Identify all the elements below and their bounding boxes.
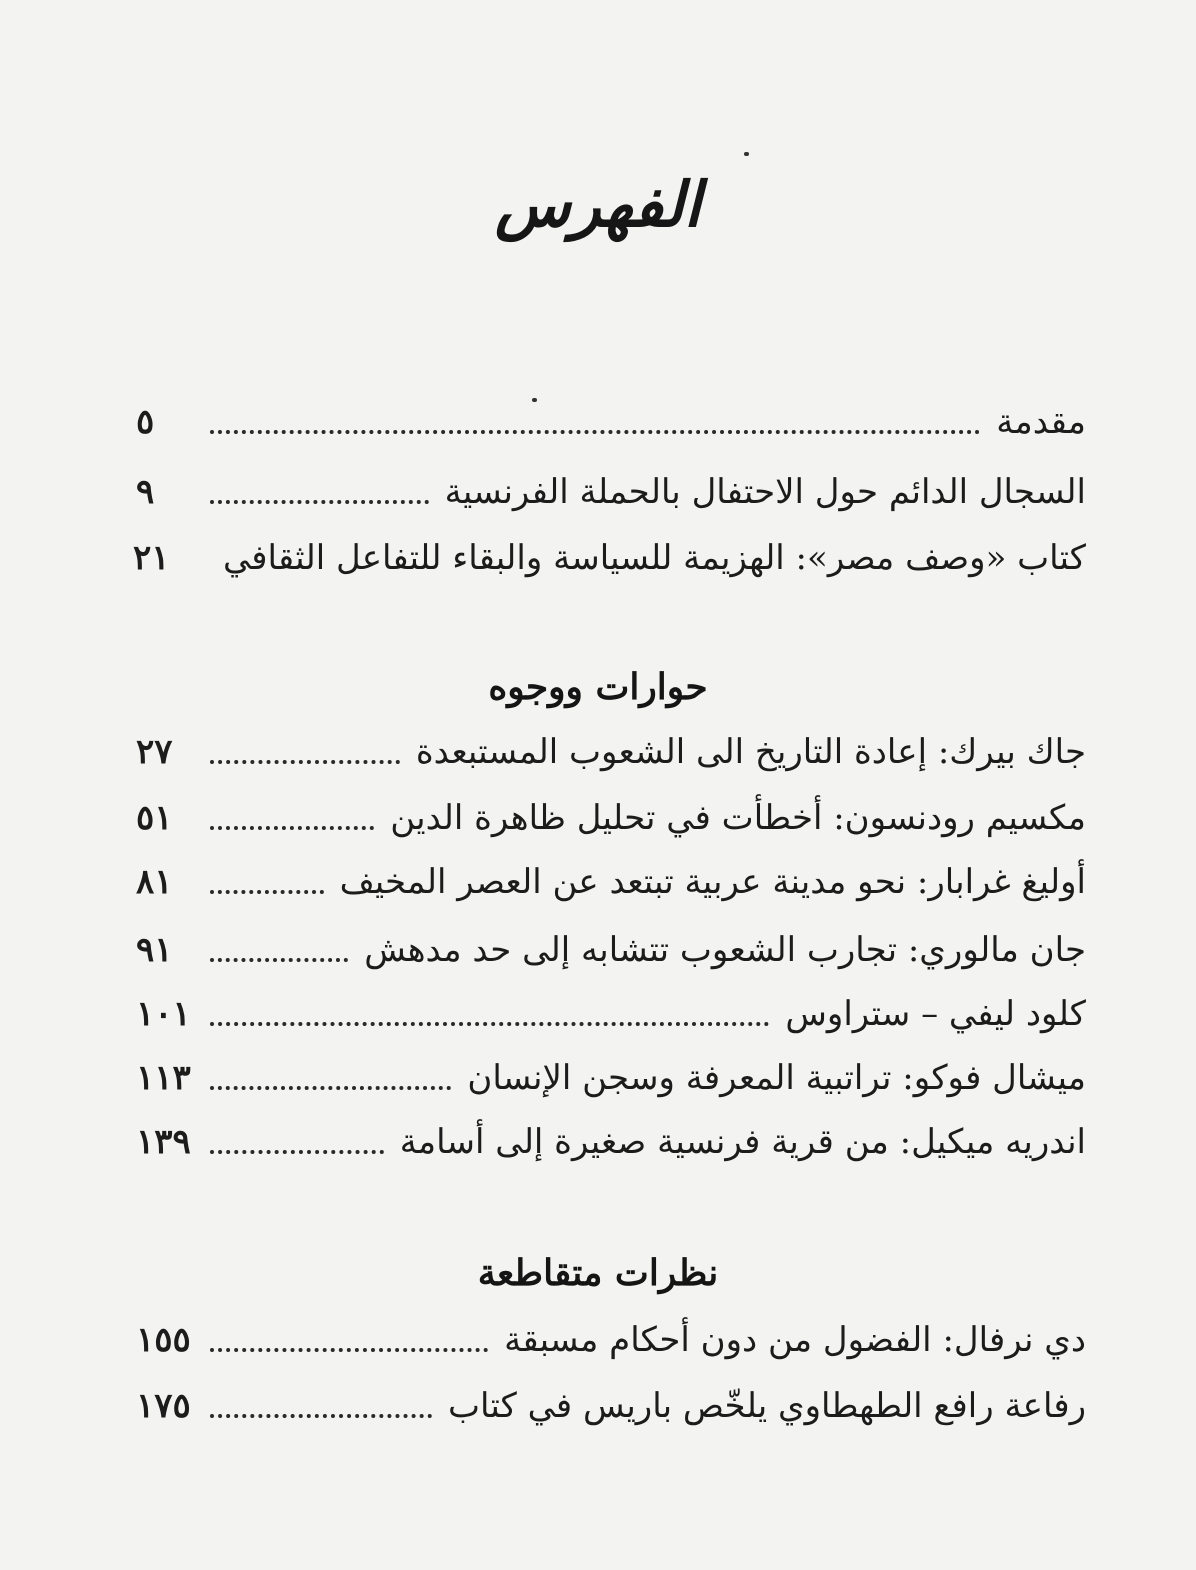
dot-leader xyxy=(210,430,980,434)
toc-entry-label: مكسيم رودنسون: أخطأت في تحليل ظاهرة الدين xyxy=(390,798,1086,838)
toc-entry xyxy=(136,462,1086,522)
toc-entry xyxy=(132,528,1086,588)
section-heading: نظرات متقاطعة xyxy=(477,1252,719,1294)
toc-entry xyxy=(136,920,1086,980)
toc-page-number: ٢١ xyxy=(132,538,170,578)
toc-entry-label: جان مالوري: تجارب الشعوب تتشابه إلى حد مدهش xyxy=(364,930,1086,970)
toc-entry xyxy=(136,722,1086,782)
toc-page-number: ٥١ xyxy=(136,798,173,838)
dot-leader xyxy=(210,1414,432,1418)
toc-entry-label: مقدمة xyxy=(996,402,1086,442)
toc-entry xyxy=(136,852,1086,912)
toc-entry-label: دي نرفال: الفضول من دون أحكام مسبقة xyxy=(504,1320,1086,1360)
toc-entry-label: رفاعة رافع الطهطاوي يلخّص باريس في كتاب xyxy=(447,1386,1086,1426)
toc-entry-label: جاك بيرك: إعادة التاريخ الى الشعوب المستبعدة xyxy=(415,732,1086,772)
page-title: الفهرس xyxy=(495,168,701,241)
toc-entry-label: اندريه ميكيل: من قرية فرنسية صغيرة إلى أسامة xyxy=(399,1122,1086,1162)
dot-leader xyxy=(210,1086,451,1090)
toc-entry xyxy=(136,1048,1086,1108)
paper-speck xyxy=(744,152,749,156)
dot-leader xyxy=(210,890,324,894)
toc-page-number: ١٠١ xyxy=(136,994,191,1034)
toc-entry-label: السجال الدائم حول الاحتفال بالحملة الفرنسية xyxy=(444,472,1086,512)
dot-leader xyxy=(210,760,400,764)
toc-entry-label: أوليغ غرابار: نحو مدينة عربية تبتعد عن العصر المخيف xyxy=(339,862,1086,902)
toc-page-number: ١٣٩ xyxy=(136,1122,191,1162)
toc-entry xyxy=(136,1112,1086,1172)
toc-page-number: ٥ xyxy=(136,402,155,442)
toc-entry xyxy=(136,788,1086,848)
toc-entry-label: ميشال فوكو: تراتبية المعرفة وسجن الإنسان xyxy=(467,1058,1086,1098)
toc-entry xyxy=(136,392,1086,452)
toc-page-number: ١٧٥ xyxy=(136,1386,191,1426)
toc-page-number: ٨١ xyxy=(136,862,173,902)
toc-entry xyxy=(136,984,1086,1044)
toc-page-number: ٢٧ xyxy=(136,732,173,772)
dot-leader xyxy=(210,500,429,504)
section-heading: حوارات ووجوه xyxy=(488,666,708,708)
toc-entry xyxy=(136,1376,1086,1436)
dot-leader xyxy=(210,1348,488,1352)
toc-page-number: ٩١ xyxy=(136,930,173,970)
dot-leader xyxy=(210,958,348,962)
toc-entry-label: كلود ليفي – ستراوس xyxy=(785,994,1086,1034)
dot-leader xyxy=(210,1150,384,1154)
dot-leader xyxy=(210,1022,769,1026)
toc-entry xyxy=(136,1310,1086,1370)
toc-page-number: ١٥٥ xyxy=(136,1320,191,1360)
toc-entry-label: كتاب «وصف مصر»: الهزيمة للسياسة والبقاء للتفاعل الثقافي xyxy=(222,538,1086,578)
dot-leader xyxy=(210,826,374,830)
toc-page-number: ١١٣ xyxy=(136,1058,191,1098)
toc-page-number: ٩ xyxy=(136,472,155,512)
